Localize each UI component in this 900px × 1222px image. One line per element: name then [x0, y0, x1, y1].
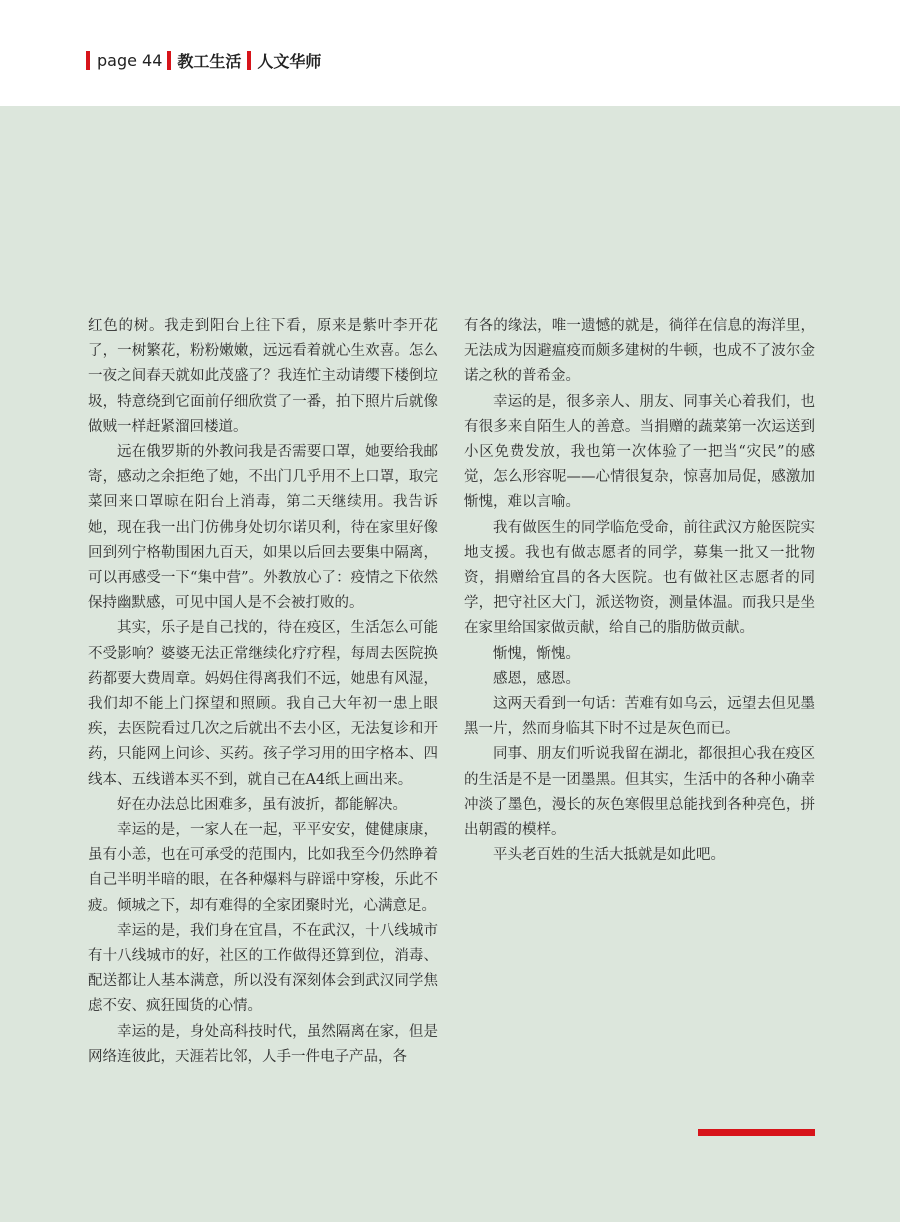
paragraph: 这两天看到一句话：苦难有如乌云，远望去但见墨黑一片，然而身临其下时不过是灰色而已。: [464, 696, 815, 738]
paragraph: 好在办法总比困难多，虽有波折，都能解决。: [117, 796, 407, 813]
page-number: page 44: [97, 50, 163, 70]
paragraph: 同事、朋友们听说我留在湖北，都很担心我在疫区的生活是不是一团墨黑。但其实，生活中的各种小确幸冲淡了墨色，漫长的灰色寒假里总能找到各种亮色，拼出朝霞的模样。: [464, 746, 815, 839]
paragraph: 有各的缘法，唯一遗憾的就是，徜徉在信息的海洋里，无法成为因避瘟疫而颇多建树的牛顿，也成不了波尔金诺之秋的普希金。: [464, 318, 815, 385]
article-end-mark: [698, 1129, 815, 1136]
paragraph: 远在俄罗斯的外教问我是否需要口罩，她要给我邮寄，感动之余拒绝了她，不出门几乎用不上口罩，取完菜回来口罩晾在阳台上消毒，第二天继续用。我告诉她，现在我一出门仿佛身处切尔诺贝利，待在家里好像回到列宁格勒围困九百天，如果以后回去要集中隔离，可以再感受一下“集中营”。外教放心了：疫情之下依然保持幽默感，可见中国人是不会被打败的。: [88, 444, 438, 612]
paragraph: 其实，乐子是自己找的，待在疫区，生活怎么可能不受影响？婆婆无法正常继续化疗疗程，每周去医院换药都要大费周章。妈妈住得离我们不远，她患有风湿，我们却不能上门探望和照顾。我自己大年初一患上眼疾，去医院看过几次之后就出不去小区，无法复诊和开药，只能网上问诊、买药。孩子学习用的田字格本、四线本、五线谱本买不到，就自己在A4纸上画出来。: [88, 620, 438, 788]
page-header: [0, 0, 900, 106]
article-column-left: [88, 314, 438, 1070]
paragraph: 幸运的是，我们身在宜昌，不在武汉，十八线城市有十八线城市的好，社区的工作做得还算到位，消毒、配送都让人基本满意，所以没有深刻体会到武汉同学焦虑不安、疯狂囤货的心情。: [88, 922, 438, 1015]
article-column-right: [464, 314, 815, 868]
header-accent-bar: [247, 51, 251, 70]
paragraph: 红色的树。我走到阳台上往下看，原来是紫叶李开花了，一树繁花，粉粉嫩嫩，远远看着就心生欢喜。怎么一夜之间春天就如此茂盛了？我连忙主动请缨下楼倒垃圾，特意绕到它面前仔细欣赏了一番，拍下照片后就像做贼一样赶紧溜回楼道。: [88, 318, 438, 435]
paragraph: 平头老百姓的生活大抵就是如此吧。: [493, 847, 725, 864]
paragraph: 幸运的是，很多亲人、朋友、同事关心着我们，也有很多来自陌生人的善意。当捐赠的蔬菜第一次运送到小区免费发放，我也第一次体验了一把当“灾民”的感觉，怎么形容呢——心情很复杂，惊喜加局促，感激加惭愧，难以言喻。: [464, 393, 815, 511]
column-name: 人文华师: [257, 51, 322, 71]
paragraph: 幸运的是，一家人在一起，平平安安，健健康康，虽有小恙，也在可承受的范围内，比如我至今仍然睁着自己半明半暗的眼，在各种爆料与辟谣中穿梭，乐此不疲。倾城之下，却有难得的全家团聚时光，心满意足。: [88, 822, 438, 914]
paragraph: 我有做医生的同学临危受命，前往武汉方舱医院实地支援。我也有做志愿者的同学，募集一批又一批物资，捐赠给宜昌的各大医院。也有做社区志愿者的同学，把守社区大门，派送物资，测量体温。而我只是坐在家里给国家做贡献，给自己的脂肪做贡献。: [464, 519, 815, 637]
paragraph: 惭愧，惭愧。: [493, 645, 580, 662]
header-accent-bar: [167, 51, 171, 70]
paragraph: 感恩，感恩。: [493, 670, 580, 687]
paragraph: 幸运的是，身处高科技时代，虽然隔离在家，但是网络连彼此，天涯若比邻，人手一件电子产品，各: [88, 1023, 438, 1065]
section-name: 教工生活: [177, 51, 242, 71]
header-accent-bar: [86, 51, 90, 70]
running-head: [86, 48, 321, 72]
